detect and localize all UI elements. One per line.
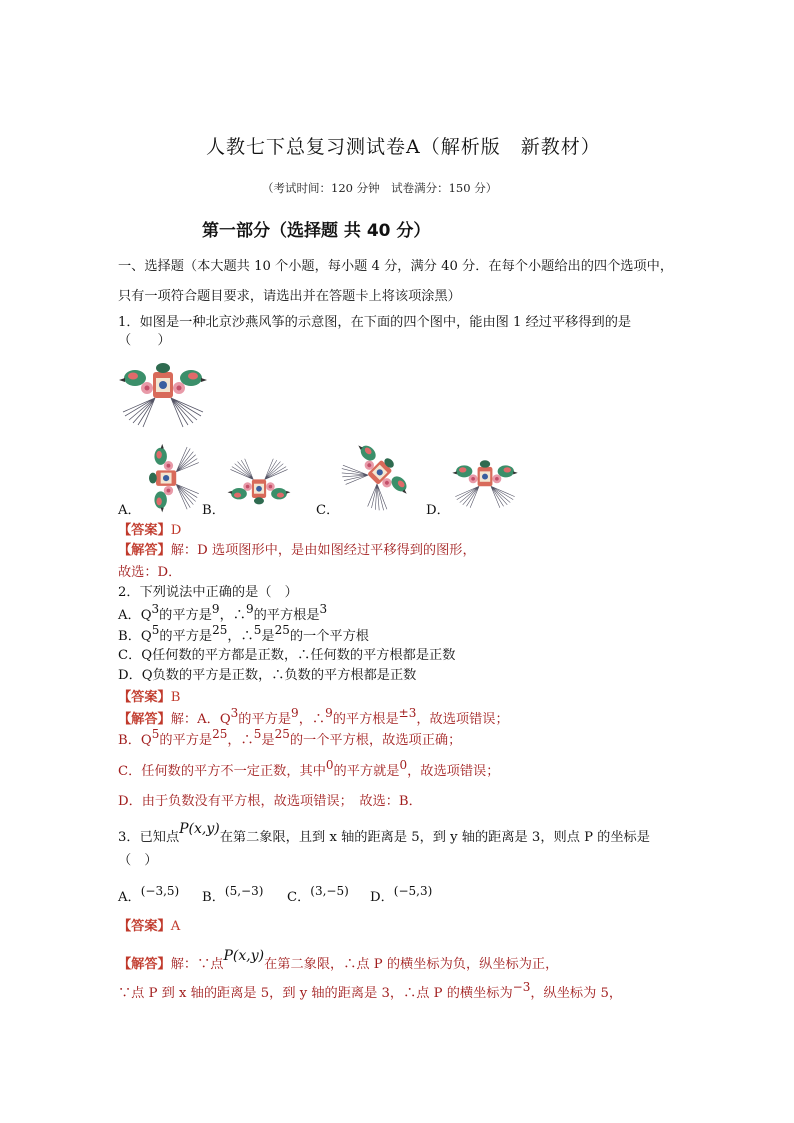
q2-eb-text: 的平方是 — [159, 733, 213, 748]
q3-option-label: B． — [202, 890, 225, 905]
q1-stem: 1．如图是一种北京沙燕风筝的示意图，在下面的四个图中，能由图 1 经过平移得到的是 — [118, 315, 632, 330]
q2-ec-text: C．任何数的平方不一定正数，其中 — [118, 764, 326, 779]
q3-analysis-text: ，纵坐标为 5， — [530, 986, 623, 1001]
q3-option-a — [118, 884, 180, 907]
q1-answer-line — [118, 522, 181, 540]
q3-analysis-value: −3 — [512, 980, 531, 994]
q2-analysis-c — [118, 758, 500, 781]
q3-analysis-1 — [118, 948, 559, 974]
q2-ea-text: ，∴ — [298, 712, 326, 727]
q1-option-c: C． — [316, 503, 340, 518]
answer-tag: 【答案】 — [118, 523, 171, 538]
q2-a-num: 9 — [211, 602, 220, 616]
q2-a-text: 的平方是 — [159, 608, 212, 623]
q2-a-num: 3 — [319, 602, 328, 616]
q3-answer: A — [170, 919, 181, 934]
q2-b-num: 5 — [253, 623, 262, 637]
kite-option-a — [135, 452, 205, 512]
q2-ea-num: 9 — [291, 706, 299, 720]
q2-stem: 2．下列说法中正确的是（ ） — [118, 585, 298, 600]
q2-option-c: C．Q任何数的平方都是正数，∴任何数的平方根都是正数 — [118, 648, 456, 663]
q2-option-b — [118, 623, 369, 646]
q3-analysis-text: ∵点 P 到 x 轴的距离是 5，到 y 轴的距离是 3，∴点 P 的横坐标为 — [118, 986, 513, 1001]
kite-option-d — [450, 458, 520, 510]
q2-eb-num: 25 — [212, 727, 228, 741]
q2-eb-text: ，∴ — [227, 733, 254, 748]
q3-option-d — [370, 884, 433, 907]
q2-b-text: 的平方是 — [159, 629, 213, 644]
q1-analysis-line — [118, 542, 476, 560]
q3-option-value: (−3,5) — [140, 884, 180, 898]
q3-stem — [118, 821, 650, 847]
q1-answer: D — [170, 523, 182, 538]
q3-point: P(x,y) — [179, 821, 220, 837]
q2-ec-num: 0 — [399, 758, 408, 772]
q2-ea-num: 9 — [325, 706, 333, 720]
q2-b-text: 的一个平方根 — [289, 629, 369, 644]
q2-ea-text: 解：A．Q — [170, 712, 231, 727]
q3-analysis-text: 解：∵点 — [170, 957, 224, 972]
q2-ec-text: 的平方就是 — [333, 764, 400, 779]
q3-answer-line — [118, 918, 180, 936]
instructions-line-1: 一、选择题（本大题共 10 个小题，每小题 4 分，满分 40 分．在每个小题给出的四个选项中， — [118, 259, 674, 274]
q3-option-label: C． — [287, 890, 311, 905]
q2-analysis-b — [118, 727, 462, 750]
q2-ea-text: 的平方根是 — [332, 712, 399, 727]
q3-analysis-point: P(x,y) — [223, 948, 265, 964]
answer-tag: 【答案】 — [118, 919, 171, 934]
q3-analysis-text: 在第二象限，∴点 P 的横坐标为负，纵坐标为正， — [264, 957, 559, 972]
q2-a-num: 3 — [151, 602, 160, 616]
q3-post: 在第二象限，且到 x 轴的距离是 5，到 y 轴的距离是 3，则点 P 的坐标是 — [219, 830, 650, 845]
q2-analysis-a — [118, 706, 509, 729]
instructions-line-2: 只有一项符合题目要求，请选出并在答题卡上将该项涂黑） — [118, 289, 461, 304]
q2-eb-num: 25 — [274, 727, 290, 741]
analysis-tag: 【解答】 — [118, 712, 171, 727]
q2-ea-text: ，故选项错误； — [416, 712, 509, 727]
q2-ec-num: 0 — [325, 758, 334, 772]
q2-ec-text: ，故选项错误； — [407, 764, 500, 779]
q3-option-b — [202, 884, 264, 907]
q1-option-d: D． — [426, 503, 450, 518]
q3-pre: 3．已知点 — [118, 830, 180, 845]
q2-analysis-d: D．由于负数没有平方根，故选项错误； 故选：B． — [118, 794, 422, 809]
q1-option-a: A． — [118, 503, 141, 518]
kite-option-b — [224, 458, 294, 508]
q3-option-value: (5,−3) — [224, 884, 264, 898]
answer-tag: 【答案】 — [118, 690, 171, 705]
q2-ea-num: 3 — [230, 706, 239, 720]
q2-eb-text: 是 — [261, 733, 275, 748]
q3-option-c — [287, 884, 349, 907]
q2-b-num: 5 — [151, 623, 160, 637]
q3-option-value: (3,−5) — [310, 884, 349, 898]
q2-eb-num: 5 — [253, 727, 262, 741]
q2-option-d: D．Q负数的平方是正数，∴负数的平方根都是正数 — [118, 668, 417, 683]
q2-ea-text: 的平方是 — [238, 712, 292, 727]
q2-a-prefix: A．Q — [118, 608, 152, 623]
exam-info: （考试时间：120 分钟 试卷满分：150 分） — [262, 181, 498, 195]
section-title: 第一部分（选择题 共 40 分） — [202, 221, 431, 241]
q2-b-num: 25 — [274, 623, 290, 637]
q2-b-text: 是 — [261, 629, 275, 644]
q2-eb-num: 5 — [151, 727, 160, 741]
q1-conclusion: 故选：D． — [118, 565, 182, 580]
q2-b-num: 25 — [212, 623, 228, 637]
q3-option-value: (−5,3) — [393, 884, 433, 898]
q2-a-num: 9 — [245, 602, 254, 616]
page-title: 人教七下总复习测试卷A（解析版 新教材） — [206, 136, 601, 158]
q2-eb-text: B．Q — [118, 733, 152, 748]
q3-option-label: A． — [118, 890, 141, 905]
kite-figure-1 — [118, 360, 208, 430]
kite-option-c — [342, 448, 412, 510]
q2-answer: B — [170, 690, 181, 705]
q2-b-prefix: B．Q — [118, 629, 152, 644]
q2-a-text: ，∴ — [219, 608, 246, 623]
q3-analysis-2 — [118, 980, 623, 1003]
q3-option-label: D． — [370, 890, 394, 905]
q2-eb-text: 的一个平方根，故选项正确； — [289, 733, 462, 748]
q2-ea-num: ±3 — [398, 706, 417, 720]
q1-analysis: 解：D 选项图形中，是由如图经过平移得到的图形， — [170, 543, 476, 558]
q1-paren: （ ） — [118, 333, 171, 348]
q3-paren: （ ） — [118, 853, 158, 868]
q2-a-text: 的平方根是 — [253, 608, 320, 623]
analysis-tag: 【解答】 — [118, 957, 171, 972]
q2-b-text: ，∴ — [227, 629, 254, 644]
q2-answer-line — [118, 689, 180, 707]
q1-option-b: B． — [202, 503, 225, 518]
analysis-tag: 【解答】 — [118, 543, 171, 558]
